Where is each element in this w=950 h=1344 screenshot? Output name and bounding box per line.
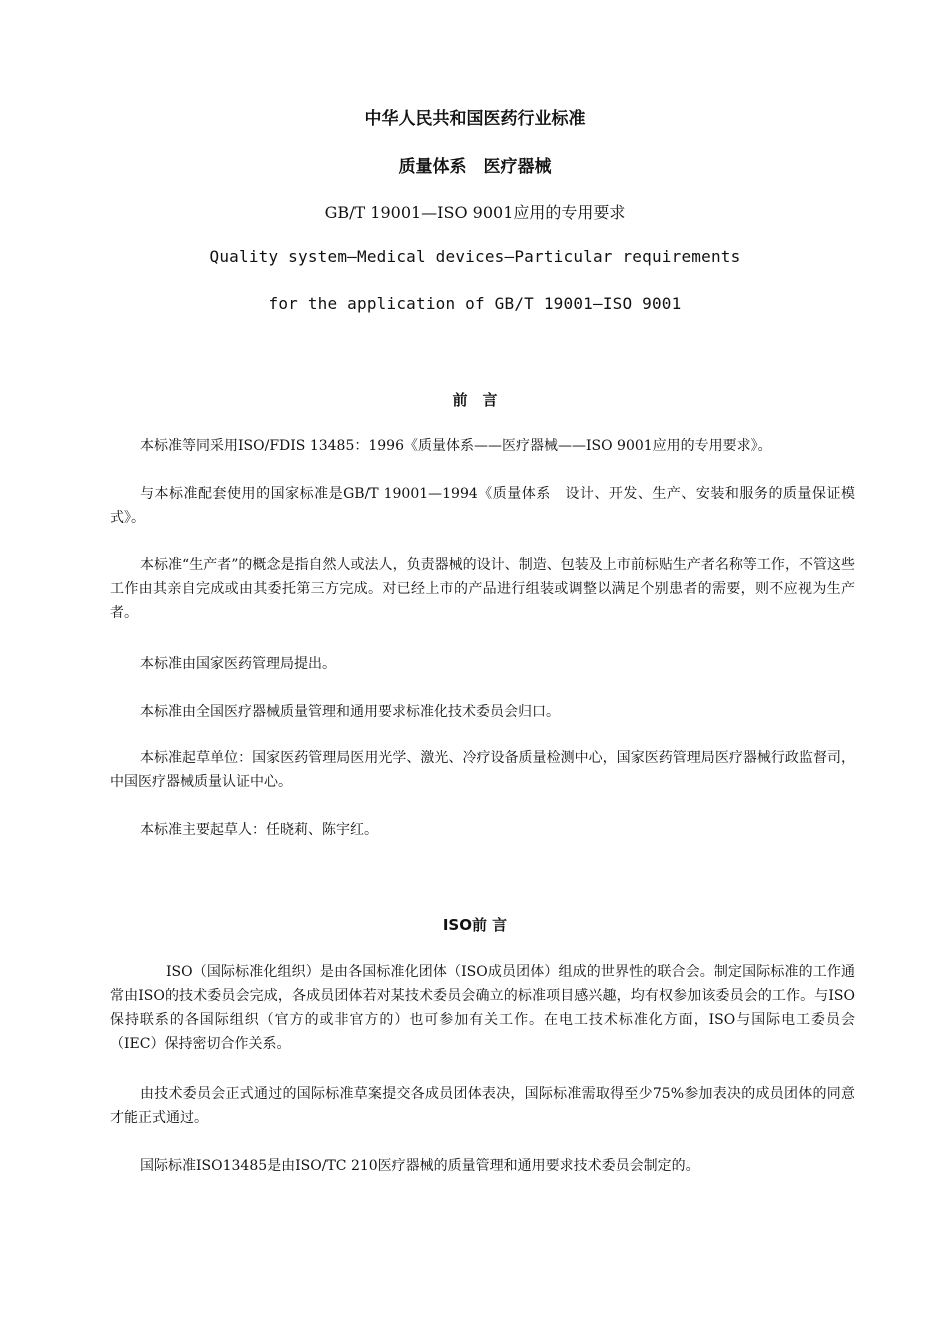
foreword-paragraph: 本标准等同采用ISO/FDIS 13485：1996《质量体系——医疗器械——ISO 9001应用的专用要求》。 bbox=[140, 438, 772, 454]
iso-foreword-paragraph: 国际标准ISO13485是由ISO/TC 210医疗器械的质量管理和通用要求技术委员会制定的。 bbox=[140, 1158, 700, 1174]
english-title-line-1: Quality system—Medical devices—Particular requirements bbox=[209, 247, 741, 266]
english-title-line-2: for the application of GB/T 19001—ISO 9001 bbox=[268, 294, 682, 313]
standard-title: 中华人民共和国医药行业标准 bbox=[364, 109, 586, 129]
foreword-heading: 前 言 bbox=[452, 391, 498, 409]
foreword-paragraph: 本标准“生产者”的概念是指自然人或法人，负责器械的设计、制造、包装及上市前标贴生产者名称等工作，不管这些工作由其亲自完成或由其委托第三方完成。对已经上市的产品进行组装或调整以满足个别患者的需要，则不应视为生产者。 bbox=[110, 557, 855, 621]
foreword-paragraph: 与本标准配套使用的国家标准是GB/T 19001—1994《质量体系 设计、开发、生产、安装和服务的质量保证模式》。 bbox=[110, 486, 855, 526]
foreword-paragraph: 本标准由国家医药管理局提出。 bbox=[140, 656, 336, 672]
foreword-paragraph: 本标准由全国医疗器械质量管理和通用要求标准化技术委员会归口。 bbox=[140, 704, 560, 720]
iso-foreword-paragraph: ISO（国际标准化组织）是由各国标准化团体（ISO成员团体）组成的世界性的联合会。制定国际标准的工作通常由ISO的技术委员会完成，各成员团体若对某技术委员会确立的标准项目感兴趣，均有权参加该委员会的工作。与ISO保持联系的各国际组织（官方的或非官方的）也可参加有关工作。在电工技术标准化方面，ISO与国际电工委员会（IEC）保持密切合作关系。 bbox=[110, 964, 855, 1052]
subject-title: 质量体系 医疗器械 bbox=[398, 157, 552, 177]
foreword-paragraph: 本标准起草单位：国家医药管理局医用光学、激光、冷疗设备质量检测中心，国家医药管理局医疗器械行政监督司，中国医疗器械质量认证中心。 bbox=[110, 750, 855, 790]
iso-foreword-paragraph: 由技术委员会正式通过的国际标准草案提交各成员团体表决，国际标准需取得至少75%参加表决的成员团体的同意才能正式通过。 bbox=[110, 1086, 855, 1126]
chinese-title: GB/T 19001—ISO 9001应用的专用要求 bbox=[324, 203, 626, 222]
iso-foreword-heading: ISO前 言 bbox=[442, 916, 508, 934]
foreword-paragraph: 本标准主要起草人：任晓莉、陈宇红。 bbox=[140, 822, 378, 838]
